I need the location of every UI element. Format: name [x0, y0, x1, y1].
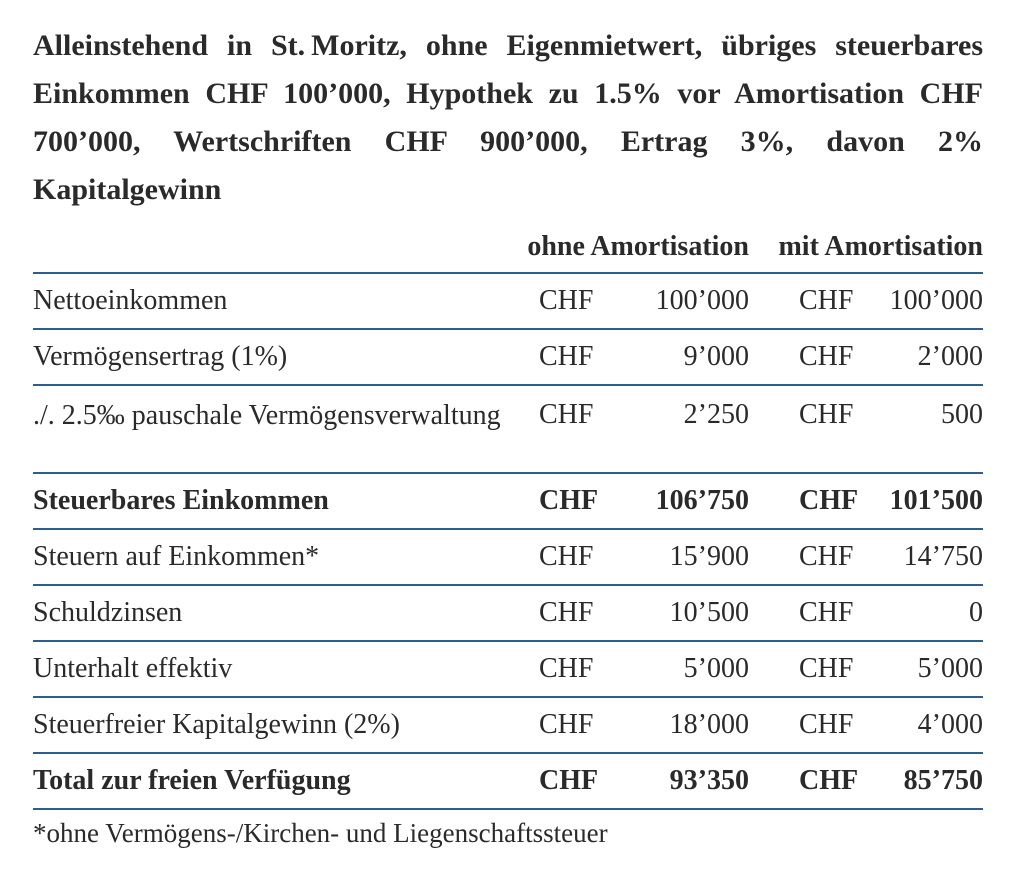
table-row	[33, 529, 983, 585]
table-row	[33, 385, 983, 473]
value-ohne: 100’000	[629, 273, 749, 329]
header-label-spacer	[33, 222, 503, 273]
value-ohne: 5’000	[629, 641, 749, 697]
table-row	[33, 697, 983, 753]
row-label: Steuerbares Einkommen	[33, 473, 503, 529]
currency-ohne: CHF	[503, 529, 629, 585]
currency-ohne: CHF	[503, 641, 629, 697]
value-mit: 4’000	[889, 697, 983, 753]
currency-mit: CHF	[749, 585, 889, 641]
row-label: Vermögensertrag (1%)	[33, 329, 503, 385]
value-ohne: 15’900	[629, 529, 749, 585]
value-ohne: 93’350	[629, 753, 749, 809]
currency-mit: CHF	[749, 473, 889, 529]
currency-ohne: CHF	[503, 697, 629, 753]
value-mit: 2’000	[889, 329, 983, 385]
currency-mit: CHF	[749, 641, 889, 697]
table-header-row	[33, 222, 983, 273]
currency-ohne: CHF	[503, 585, 629, 641]
footnote: *ohne Vermögens-/Kirchen- und Liegenschaftssteuer	[33, 818, 608, 848]
currency-ohne: CHF	[503, 473, 629, 529]
currency-mit: CHF	[749, 385, 889, 473]
value-ohne: 9’000	[629, 329, 749, 385]
value-mit: 0	[889, 585, 983, 641]
row-label: Nettoeinkommen	[33, 273, 503, 329]
page-title: Alleinstehend in St. Moritz, ohne Eigenmietwert, übriges steuerbares Einkommen CHF 100’000, Hypothek zu 1.5% vor Amortisation CHF 700’000, Wertschriften CHF 900’000, Ertrag 3%, davon 2% Kapitalgewinn	[33, 29, 983, 206]
value-mit: 5’000	[889, 641, 983, 697]
row-label: Steuerfreier Kapitalgewinn (2%)	[33, 697, 503, 753]
value-mit: 101’500	[889, 473, 983, 529]
currency-mit: CHF	[749, 273, 889, 329]
value-ohne: 2’250	[629, 385, 749, 473]
value-mit: 85’750	[889, 753, 983, 809]
value-mit: 100’000	[889, 273, 983, 329]
value-ohne: 18’000	[629, 697, 749, 753]
value-ohne: 10’500	[629, 585, 749, 641]
table-row	[33, 585, 983, 641]
table-row	[33, 329, 983, 385]
row-label: Schuldzinsen	[33, 585, 503, 641]
row-label: Steuern auf Einkommen*	[33, 529, 503, 585]
currency-ohne: CHF	[503, 273, 629, 329]
row-label: Total zur freien Verfügung	[33, 753, 503, 809]
calculation-table	[33, 222, 983, 810]
value-mit: 500	[889, 385, 983, 473]
currency-mit: CHF	[749, 753, 889, 809]
table-row-subtotal	[33, 473, 983, 529]
table-row	[33, 273, 983, 329]
header-ohne-amortisation: ohne Amortisation	[503, 222, 749, 273]
header-mit-amortisation: mit Amortisation	[749, 222, 983, 273]
table-row-total	[33, 753, 983, 809]
currency-ohne: CHF	[503, 753, 629, 809]
currency-ohne: CHF	[503, 385, 629, 473]
currency-mit: CHF	[749, 697, 889, 753]
currency-mit: CHF	[749, 329, 889, 385]
row-label: Unterhalt effektiv	[33, 641, 503, 697]
table-row	[33, 641, 983, 697]
value-mit: 14’750	[889, 529, 983, 585]
currency-ohne: CHF	[503, 329, 629, 385]
value-ohne: 106’750	[629, 473, 749, 529]
currency-mit: CHF	[749, 529, 889, 585]
row-label: ./. 2.5‰ pauschale Vermögensverwaltung	[33, 385, 503, 473]
